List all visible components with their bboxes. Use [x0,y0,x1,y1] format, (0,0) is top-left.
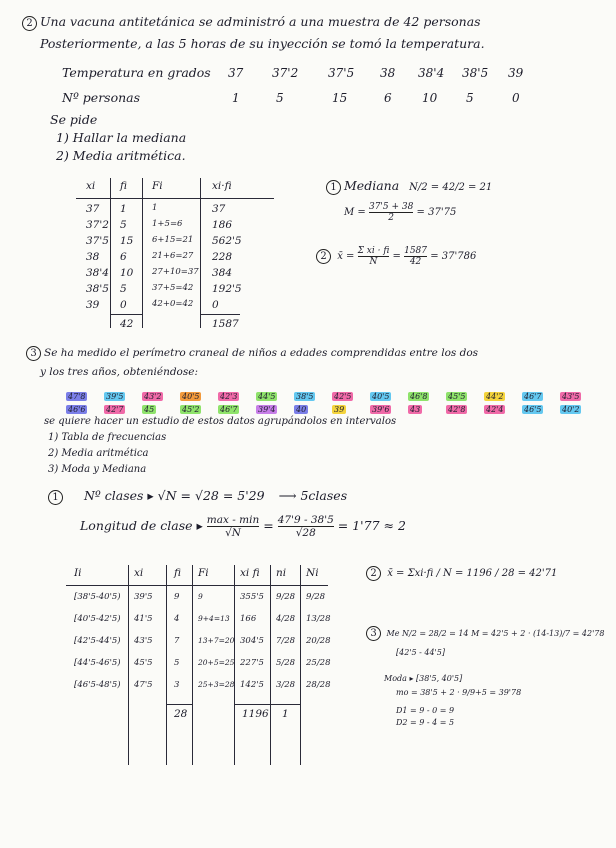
ex3-table-cell: [46'5-48'5) [74,680,121,690]
ex2-table-cell: 10 [120,267,134,279]
ex3-table-cell: 355'5 [240,592,264,602]
ex2-table-cell: 37 [212,203,226,215]
ex3-clases-result: ⟶ 5clases [278,488,348,503]
ex3-data-value: 38'5 [296,392,314,401]
ex3-table-cell: 20/28 [306,636,331,646]
ex3-task3: 3) Moda y Mediana [48,464,147,475]
ex2-temp-value: 39 [508,66,524,80]
ex3-table-cell: [38'5-40'5) [74,592,121,602]
ex3-table-header: Ni [306,567,319,579]
ex3-table-cell: [44'5-46'5) [74,658,121,668]
ex3-data-value: 42'7 [106,405,124,414]
ex3-mediana-line2: [42'5 - 44'5] [396,648,445,657]
ex2-mediana-denominator: 2 [388,213,395,223]
ex3-table-cell: 227'5 [240,658,264,668]
ex3-quiere: se quiere hacer un estudio de estos datos agrupándolos en intervalos [44,416,397,427]
ex3-table-header: ni [276,567,287,579]
ex3-table-header: fi [174,567,182,579]
ex3-table-header: xi fi [240,567,260,579]
ex2-pers-value: 10 [422,91,438,105]
ex3-statement-line2: y los tres años, obteniéndose: [40,366,199,378]
ex2-task2: 2) Media aritmética. [56,148,186,163]
ex3-clases-label: Nº clases ▸ √N = √28 = 5'29 [83,488,265,503]
ex3-moda-line1: Moda ▸ [38'5, 40'5] [384,674,463,683]
ex3-table-cell: 45'5 [134,658,153,668]
ex3-data-value: 40'5 [182,392,200,401]
ex2-table-cell: 1 [152,203,158,213]
ex3-data-value: 40'5 [372,392,390,401]
ex3-answer3 [366,626,604,641]
ex3-mediana-line1: Me N/2 = 28/2 = 14 M = 42'5 + 2 · (14-13)/7 = 42'78 [386,629,605,638]
ex2-pers-label: Nº personas [62,90,141,105]
ex2-answer2: 2 x̄ = $\frac{\text{Σ xi · fi}}{N}$ = $\frac{1587}{42}$ = 37'786 [316,246,476,267]
ex2-pers-value: 1 [232,91,240,105]
ex2-table-cell: 1 [120,203,127,215]
ex3-table-cell: 41'5 [134,614,153,624]
ex3-data-value: 43'5 [562,392,580,401]
ex2-statement-line2: Posteriormente, a las 5 horas de su inyección se tomó la temperatura. [40,36,485,51]
ex3-table-cell: 25/28 [306,658,331,668]
ex2-temp-label: Temperatura en grados [62,65,211,80]
ex2-table-cell: 1+5=6 [152,219,183,229]
ex2-task1: 1) Hallar la mediana [56,130,187,145]
ex3-table-cell: 3 [174,680,180,690]
ex2-mediana-label: Mediana [344,178,400,193]
ex2-table-header: xi [86,180,96,192]
ex3-data-value: 39'5 [106,392,124,401]
ex2-table-cell: 42+0=42 [152,299,194,309]
ex3-table-cell: 304'5 [240,636,264,646]
ex3-data-value: 42'3 [220,392,238,401]
ex3-statement-line1: 3 Se ha medido el perímetro craneal de niños a edades comprendidas entre los dos [26,346,478,361]
ex2-pers-value: 6 [384,91,392,105]
ex3-data-value: 44'2 [486,392,504,401]
ex3-table-header: Ii [74,567,82,579]
ex3-table-cell: 47'5 [134,680,153,690]
ex3-table-cell: 28/28 [306,680,331,690]
ex3-moda-line4: D2 = 9 - 4 = 5 [396,718,455,727]
ex3-table-cell: 7/28 [276,636,296,646]
ex3-table-cell: 5 [174,658,180,668]
ex2-table-cell: 27+10=37 [152,267,199,277]
ex3-table-cell: 9 [198,592,203,601]
ex3-answer3-number: 3 [366,626,381,641]
ex3-table-cell: 3/28 [276,680,296,690]
ex2-table-cell: 15 [120,235,134,247]
ex2-table-cell: 0 [120,299,127,311]
ex3-table-cell: 39'5 [134,592,153,602]
ex3-data-value: 42'5 [334,392,352,401]
ex2-total-xf: 1587 [212,318,239,330]
ex3-table-cell: 7 [174,636,180,646]
ex2-table-cell: 38'5 [86,283,109,295]
ex3-table-cell: 9 [174,592,180,602]
ex3-table-cell: [40'5-42'5) [74,614,121,624]
ex2-table-cell: 384 [212,267,233,279]
ex2-temp-value: 38'5 [462,66,489,80]
ex3-data-value: 46'8 [410,392,428,401]
ex2-mediana-result: = 37'75 [416,207,457,218]
ex3-data-value: 45'2 [182,405,200,414]
ex3-total-ni: 1 [282,708,289,720]
ex3-data-value: 42'8 [448,405,466,414]
ex2-table-header: xi·fi [212,180,232,192]
ex2-answer1-number: 1 [326,180,341,195]
ex3-answer2-number: 2 [366,566,381,581]
ex3-table-cell: 9/28 [276,592,296,602]
ex3-table-cell: 166 [240,614,257,624]
ex2-temp-value: 38'4 [418,66,445,80]
ex2-table-cell: 37'5 [86,235,109,247]
ex2-mediana-numerator: 37'5 + 38 [368,202,414,212]
ex3-task1: 1) Tabla de frecuencias [48,432,167,443]
ex3-data-value: 39'6 [372,405,390,414]
ex2-table-cell: 21+6=27 [152,251,194,261]
ex2-table-cell: 5 [120,219,127,231]
ex2-temp-value: 37'2 [272,66,299,80]
ex3-moda-line2: mo = 38'5 + 2 · 9/9+5 = 39'78 [396,688,522,697]
ex2-table-cell: 192'5 [212,283,242,295]
ex2-se-pide: Se pide [50,112,98,127]
ex3-total-xf: 1196 [242,708,269,720]
ex2-table-cell: 5 [120,283,127,295]
ex3-data-value: 46'6 [68,405,86,414]
ex3-table-cell: 4 [174,614,180,624]
ex3-table-cell: 5/28 [276,658,296,668]
ex2-answer1 [326,178,492,195]
ex3-table-cell: 13/28 [306,614,331,624]
ex3-table-cell: 9/28 [306,592,326,602]
ex2-table-cell: 562'5 [212,235,242,247]
ex3-table-cell: 25+3=28 [198,680,235,689]
ex2-table-cell: 228 [212,251,233,263]
ex3-data-value: 40'2 [562,405,580,414]
ex2-table-cell: 38'4 [86,267,109,279]
ex3-table-header: Fi [198,567,209,579]
ex3-step1 [48,488,347,505]
ex2-table-cell: 6+15=21 [152,235,194,245]
ex3-media-text: x̄ = Σxi·fi / N = 1196 / 28 = 42'71 [387,568,558,579]
ex3-answer2 [366,566,557,581]
ex2-table-header: fi [120,180,128,192]
ex2-mediana-m: M = $\frac{37'5 + 38}{2}$ = 37'75 [344,202,457,223]
ex3-data-value: 39 [334,405,345,414]
ex3-table-cell: 20+5=25 [198,658,235,667]
ex2-pers-value: 5 [276,91,284,105]
ex3-data-value: 47'8 [68,392,86,401]
ex3-data-value: 43'2 [144,392,162,401]
ex3-number: 3 [26,346,41,361]
ex3-moda-line3: D1 = 9 - 0 = 9 [396,706,455,715]
ex3-data-value: 46'5 [524,405,542,414]
ex3-longitud: Longitud de clase ▸ max - min √N = $\frac{47'9 - 38'5}{√28}$ = 1'77 ≈ 2 [80,514,406,539]
ex3-task2: 2) Media aritmética [48,448,149,459]
ex2-table-cell: 37'2 [86,219,109,231]
ex2-pers-value: 15 [332,91,348,105]
ex2-table-header: Fi [152,180,163,192]
ex3-table-header: xi [134,567,144,579]
ex2-pers-value: 5 [466,91,474,105]
ex3-data-value: 40 [296,405,307,414]
ex3-table-cell: 4/28 [276,614,296,624]
ex3-step1-number: 1 [48,490,63,505]
ex2-total-fi: 42 [120,318,134,330]
ex2-table-cell: 38 [86,251,100,263]
ex2-table-cell: 0 [212,299,219,311]
ex3-data-value: 43 [410,405,421,414]
ex2-table-cell: 39 [86,299,100,311]
ex2-table-cell: 6 [120,251,127,263]
ex2-number: 2 [22,16,37,31]
ex3-table-cell: 142'5 [240,680,264,690]
ex3-data-value: 46'7 [220,405,238,414]
ex3-longitud-label: Longitud de clase ▸ [80,518,203,533]
ex2-pers-value: 0 [512,91,520,105]
ex2-temp-value: 38 [380,66,396,80]
ex2-table-cell: 37 [86,203,100,215]
ex3-total-fi: 28 [174,708,188,720]
ex3-table-cell: 43'5 [134,636,153,646]
ex2-temp-value: 37 [228,66,244,80]
ex3-data-value: 45'5 [448,392,466,401]
ex3-table-cell: 13+7=20 [198,636,235,645]
ex3-data-value: 44'5 [258,392,276,401]
ex2-answer2-number: 2 [316,249,331,264]
ex2-mediana-formula: N/2 = 42/2 = 21 [409,182,493,193]
ex3-table-cell: [42'5-44'5) [74,636,121,646]
ex3-data-value: 45 [144,405,155,414]
ex3-data-value: 42'4 [486,405,504,414]
ex3-data-value: 39'4 [258,405,276,414]
ex2-statement-line1: 2 Una vacuna antitetánica se administró a una muestra de 42 personas [22,14,481,31]
ex2-temp-value: 37'5 [328,66,355,80]
ex2-table-cell: 186 [212,219,233,231]
ex3-data-value: 46'7 [524,392,542,401]
ex3-longitud-result: = 1'77 ≈ 2 [337,518,406,533]
ex3-table-cell: 9+4=13 [198,614,230,623]
ex2-table-cell: 37+5=42 [152,283,194,293]
